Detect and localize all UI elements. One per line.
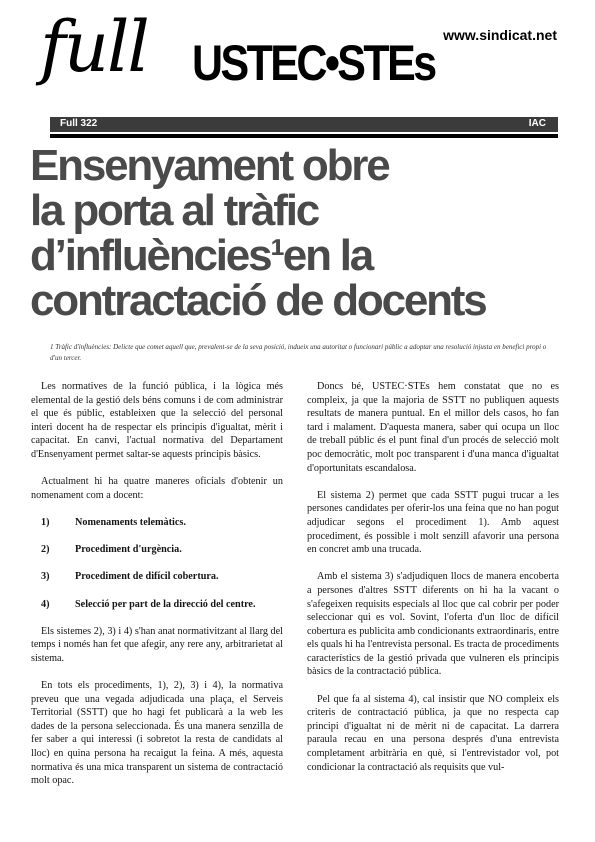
headline-line: contractació de docents (30, 276, 486, 325)
list-item (31, 598, 283, 612)
list-item (31, 543, 283, 557)
footnote: 1 Tràfic d'influències: Delicte que comet aquell que, prevalent-se de la seva posició, indueix una autoritat o funcionari públic a adoptar una resolució injusta en benefici propi o d'un tercer. (50, 343, 547, 362)
headline-line: d’influències¹en la (30, 231, 373, 280)
list-item (31, 570, 283, 584)
list-number: 4) (41, 598, 50, 610)
paragraph: Les normatives de la funció pública, i la lògica més elemental de la gestió dels béns comuns i de com administrar el que és públic, estableixen que la selecció del personal interi docent ha de respectar els principis d'igualtat, mèrit i capacitat. En canvi, l'actual normativa del Departament d'Ensenyament permet saltar-se aquests principis bàsics. (31, 381, 283, 460)
website-link[interactable]: www.sindicat.net (443, 27, 557, 43)
full-logo: full (40, 6, 148, 88)
list-text: Selecció per part de la direcció del centre. (75, 598, 256, 610)
paragraph: Actualment hi ha quatre maneres oficials d'obtenir un nomenament com a docent: (31, 476, 283, 501)
list-number: 2) (41, 544, 50, 556)
paragraph: El sistema 2) permet que cada SSTT pugui trucar a les persones candidates per oferir-los una feina que no han pogut adjudicar segons el procediment 1). Amb aquest procediment, és possible i molt senzill afavorir una persona en concret amb una trucada. (307, 489, 559, 556)
left-column (31, 380, 283, 801)
headline-line: Ensenyament obre (30, 141, 389, 190)
list-item (31, 516, 283, 530)
list-text: Procediment d'urgència. (75, 544, 182, 556)
masthead-divider (50, 134, 558, 138)
list-text: Nomenaments telemàtics. (75, 516, 186, 528)
list-text: Procediment de difícil cobertura. (75, 571, 219, 583)
brand-name: USTEC•STEs (192, 35, 435, 91)
issue-number: Full 322 (60, 118, 98, 129)
section-tag: IAC (528, 118, 546, 129)
headline (30, 143, 590, 323)
issue-bar (50, 117, 558, 132)
paragraph: Amb el sistema 3) s'adjudiquen llocs de manera encoberta a persones d'altres SSTT diferents on hi ha la vacant o s'afegeixen requisits especials al lloc que cal cobrir per poder seleccionar qui es vol. Sovint, l'oferta d'un lloc de difícil cobertura es publicita amb condicionants extraordinaris, entre els quals hi ha l'entrevista personal. Es tracta de procediments característics de la gestió privada que vulneren els principis bàsics de la contractació pública. (307, 571, 559, 678)
list-number: 1) (41, 516, 50, 528)
headline-line: la porta al tràfic (30, 186, 319, 235)
paragraph: Els sistemes 2), 3) i 4) s'han anat normativitzant al llarg del temps i només han fet que afegir, any rere any, arbitrarietat al sistema. (31, 625, 283, 664)
paragraph: Doncs bé, USTEC·STEs hem constatat que no es compleix, ja que la majoria de SSTT no publiquen aquests resultats de manera puntual. En el millor dels casos, ho fan tard i malament. D'aquesta manera, saber qui ocupa un lloc de treball públic és el punt final d'un procés de selecció molt poc democràtic, molt poc transparent i d'una manca d'igualtat d'oportunitats escandalosa. (307, 381, 559, 474)
paragraph: En tots els procediments, 1), 2), 3) i 4), la normativa preveu que una vegada adjudicada una plaça, el Serveis Territorial (SSTT) que ho hagi fet publicarà a la web les dades de la persona seleccionada. És una manera senzilla de fer saber a qui interessi (i sobretot la resta de candidats al lloc) en quina persona ha recaigut la feina. A més, aquesta normativa és una mica transparent un sistema de contractació molt opac. (31, 680, 283, 787)
paragraph: Pel que fa al sistema 4), cal insistir que NO compleix els criteris de contractació pública, ja que no respecta cap principi d'igualtat ni de mèrit ni de capacitat. La darrera paraula recau en una persona després d'una entrevista completament arbitrària en què, si l'entrevistador vol, pot condicionar la contractació als requisits que vul- (307, 693, 559, 773)
right-column (307, 380, 559, 788)
list-number: 3) (41, 571, 50, 583)
